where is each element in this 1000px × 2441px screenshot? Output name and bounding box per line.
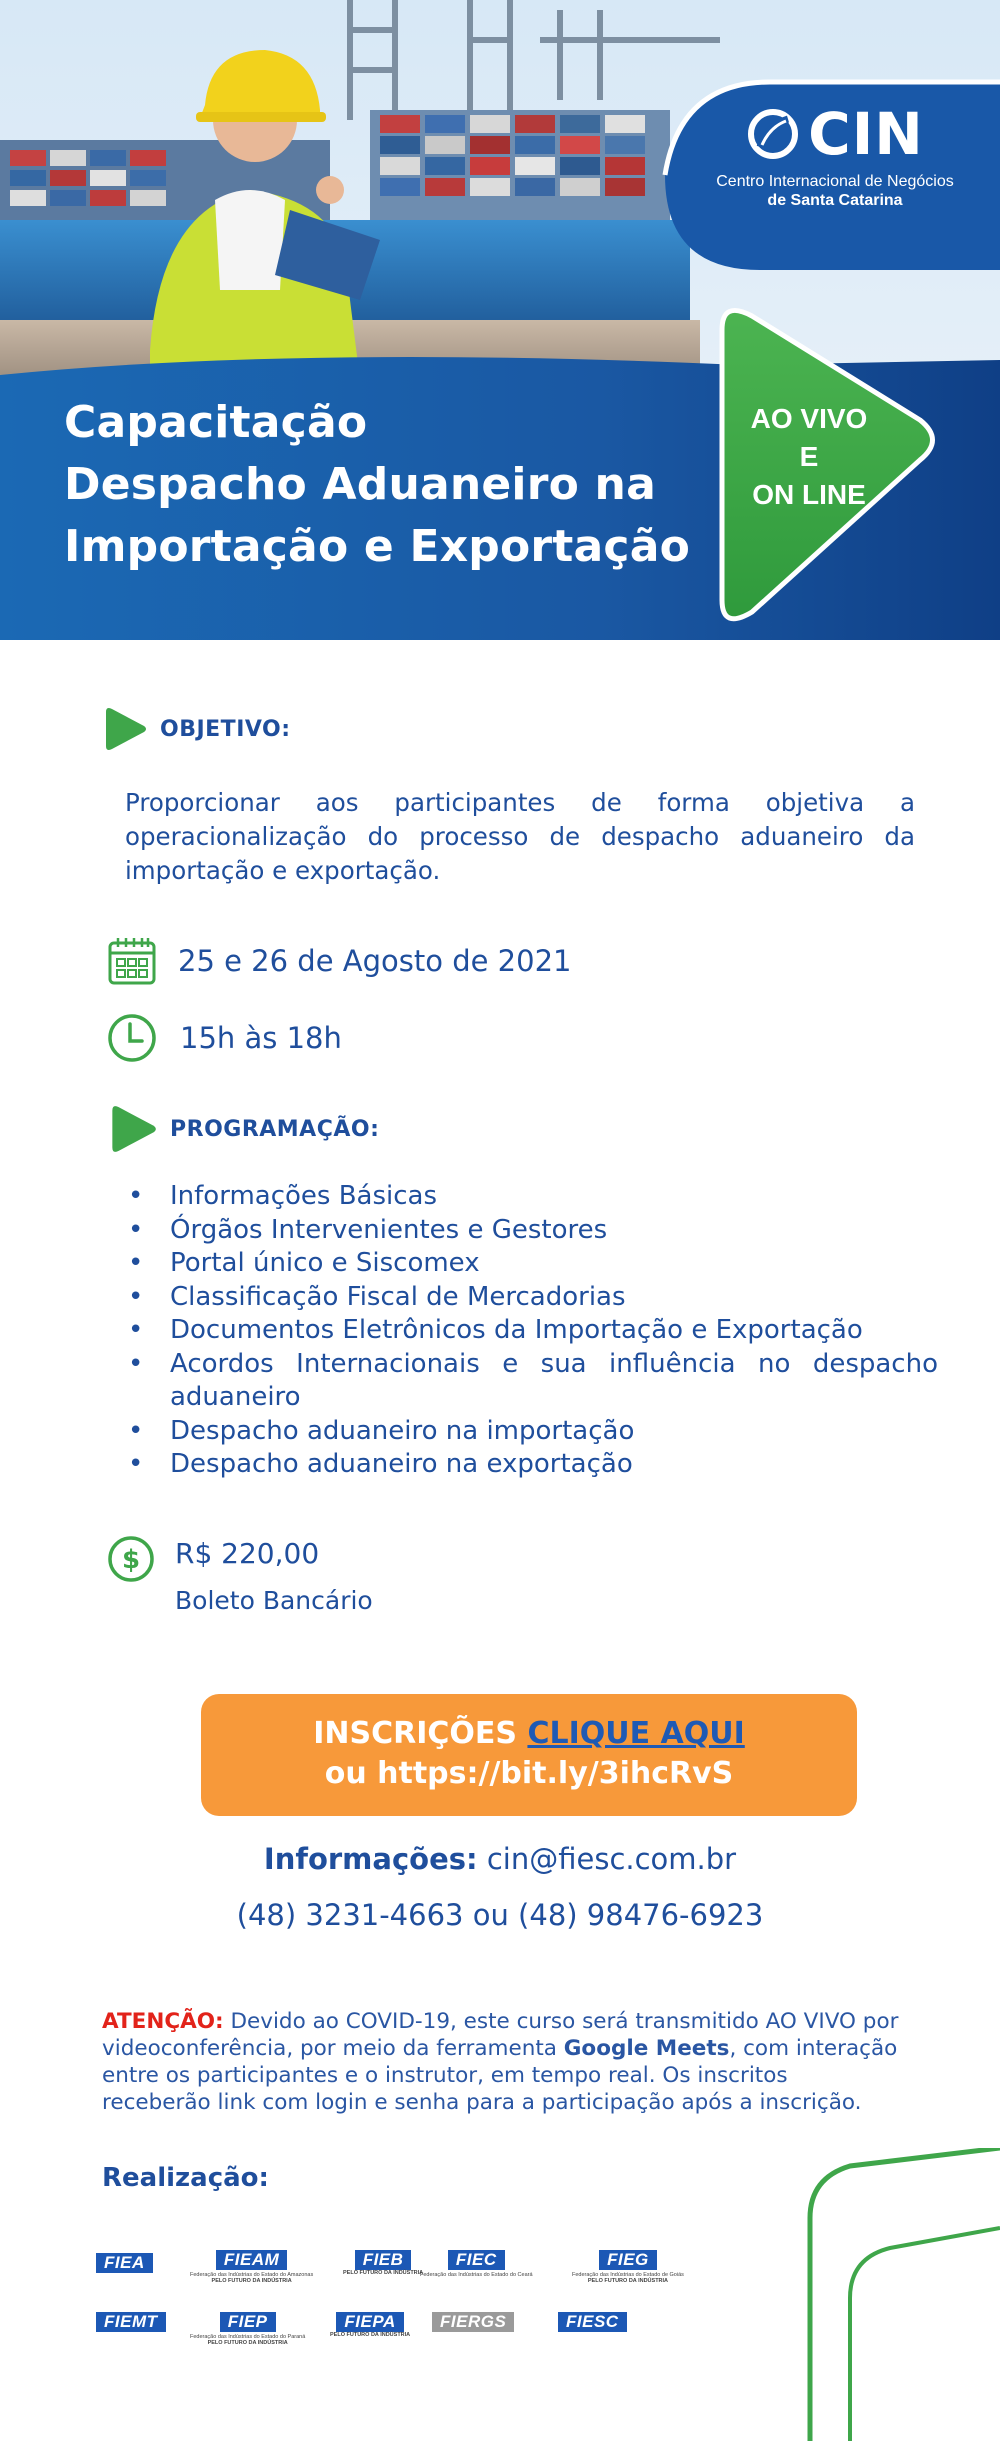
logo-fiergs [432,2312,514,2332]
logo-caption: PELO FUTURO DA INDÚSTRIA [207,2340,288,2346]
logo-caption: Federação das Indústrias do Estado do Paraná [190,2334,306,2340]
notice-text: Devido ao COVID-19, este curso será transmitido AO VIVO por videoconferência, por meio da ferramenta [102,2009,899,2061]
decorative-lines [790,2148,1000,2441]
notice-text: , com interação entre os participantes e o instrutor, em tempo real. Os inscritos receberão link com login e senha para a participação após a inscrição. [102,2036,898,2115]
logo-text: FIEB [355,2250,412,2270]
clock-icon [106,1012,158,1064]
logo-text: FIEP [220,2312,276,2332]
logo-fiesc [558,2312,627,2332]
list-item: • Portal único e Siscomex [128,1247,938,1281]
cin-name: CIN [808,100,924,168]
logo-fiec [420,2250,533,2278]
program-heading [108,1104,379,1154]
hero-title-line: Despacho Aduaneiro na [64,459,656,510]
logo-caption: Federação das Indústrias do Estado de Goiás [572,2272,684,2278]
objective-text: Proporcionar aos participantes de forma objetiva a operacionalização do processo de despacho aduaneiro da importação e exportação. [125,788,915,885]
play-arrow-icon [108,1104,158,1154]
realization-heading: Realização: [102,2163,269,2193]
logo-caption: Federação das Indústrias do Estado do Amazonas [190,2272,314,2278]
covid-notice [102,2008,902,2116]
logo-caption: PELO FUTURO DA INDÚSTRIA [343,2270,424,2276]
list-item: • Documentos Eletrônicos da Importação e Exportação [128,1314,938,1348]
logo-fieg [572,2250,684,2284]
logo-text: FIEG [599,2250,657,2270]
logo-fieb [343,2250,423,2276]
notice-label: ATENÇÃO: [102,2009,224,2034]
logo-fiep [190,2312,305,2346]
live-badge [714,400,904,514]
objective-heading [102,706,291,752]
svg-text:$: $ [121,1545,141,1575]
hero-title-line: Importação e Exportação [64,521,691,572]
live-badge-line: AO VIVO [750,403,868,434]
register-url[interactable]: ou https://bit.ly/3ihcRvS [324,1756,734,1791]
logo-text: FIEC [448,2250,505,2270]
list-item: • Despacho aduaneiro na importação [128,1415,938,1449]
logo-caption: PELO FUTURO DA INDÚSTRIA [211,2278,292,2284]
live-badge-line: E [799,441,819,472]
logo-text: FIERGS [432,2312,514,2332]
dollar-icon [106,1534,156,1584]
date-row [106,935,571,987]
play-arrow-icon [102,706,148,752]
contact-email[interactable]: cin@fiesc.com.br [486,1842,737,1876]
logo-caption: PELO FUTURO DA INDÚSTRIA [587,2278,669,2284]
cin-subtitle-line: Centro Internacional de Negócios [716,173,954,190]
program-list [128,1180,938,1482]
list-item: • Despacho aduaneiro na exportação [128,1448,938,1482]
payment-method: Boleto Bancário [175,1586,373,1615]
calendar-icon [106,935,158,987]
logo-fieam [190,2250,313,2284]
register-link[interactable]: CLIQUE AQUI [527,1716,745,1751]
logo-text: FIEMT [96,2312,166,2332]
logo-fiepa [330,2312,410,2338]
cin-subtitle [690,172,980,210]
event-date: 25 e 26 de Agosto de 2021 [178,944,572,978]
contact-phones: (48) 3231-4663 ou (48) 98476-6923 [236,1898,764,1932]
contact-email-line [0,1842,1000,1876]
cin-subtitle-line: de Santa Catarina [767,192,903,209]
register-prefix: INSCRIÇÕES [313,1716,517,1751]
list-item: • Informações Básicas [128,1180,938,1214]
register-button[interactable] [201,1694,857,1816]
list-item: • Órgãos Intervenientes e Gestores [128,1214,938,1248]
price: R$ 220,00 [175,1537,320,1570]
objective-heading-label: OBJETIVO: [160,716,291,742]
logo-fiemt [96,2312,166,2332]
logo-text: FIESC [558,2312,627,2332]
list-item: • Classificação Fiscal de Mercadorias [128,1281,938,1315]
logo-text: FIEAM [216,2250,287,2270]
hero-title-line: Capacitação [64,397,368,448]
logo-caption: PELO FUTURO DA INDÚSTRIA [330,2332,411,2338]
logo-text: FIEPA [336,2312,403,2332]
cin-emblem-icon [746,107,800,161]
logo-caption: Federação das Indústrias do Estado do Ceará [420,2272,533,2278]
notice-tool: Google Meets [563,2036,730,2061]
logo-fiea [96,2253,153,2273]
hero-title [64,392,744,578]
list-item: • Acordos Internacionais e sua influência no despacho aduaneiro [128,1348,938,1415]
contact-label: Informações: [263,1842,478,1876]
time-row [106,1012,342,1064]
cin-logo [690,100,980,210]
live-badge-line: ON LINE [752,479,866,510]
event-time: 15h às 18h [180,1021,342,1055]
program-heading-label: PROGRAMAÇÃO: [170,1116,380,1142]
hero-banner [0,0,1000,640]
logo-text: FIEA [96,2253,153,2273]
